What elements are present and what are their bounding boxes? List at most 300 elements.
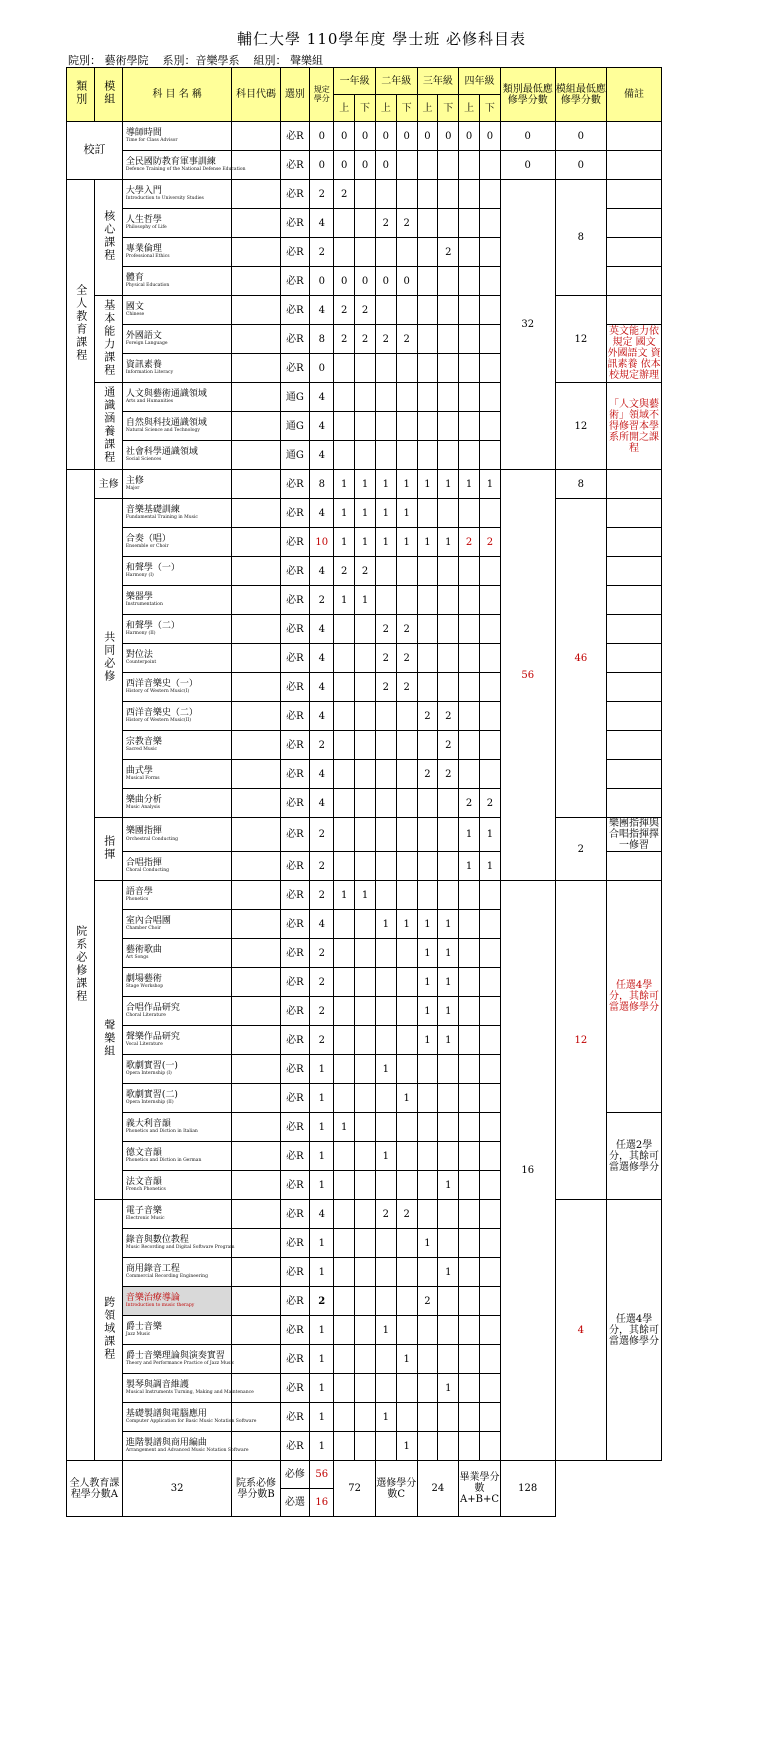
course-name bbox=[122, 122, 232, 151]
course-name bbox=[122, 731, 232, 760]
course-name-en: Chinese bbox=[125, 312, 145, 318]
course-name-en: Jazz Music bbox=[125, 1332, 151, 1338]
course-credits: 2 bbox=[310, 180, 334, 209]
course-type bbox=[280, 499, 310, 528]
course-name bbox=[122, 1403, 257, 1432]
semester-credit bbox=[438, 151, 459, 180]
course-code bbox=[232, 760, 280, 789]
course-name-en: Foreign Language bbox=[125, 341, 168, 347]
course-name-en: Computer Application for Basic Music Notation Software bbox=[125, 1419, 257, 1425]
semester-credit bbox=[396, 1287, 417, 1316]
course-type bbox=[280, 818, 310, 852]
course-code bbox=[232, 557, 280, 586]
course-code bbox=[232, 209, 280, 238]
course-name-en: Orchestral Conducting bbox=[125, 836, 178, 842]
semester-credit bbox=[438, 180, 459, 209]
semester-credit bbox=[480, 1026, 501, 1055]
semester-credit bbox=[438, 1055, 459, 1084]
semester-credit bbox=[438, 881, 459, 910]
semester-credit bbox=[396, 881, 417, 910]
course-name-en: Arrangement and Advanced Music Notation Software bbox=[125, 1448, 249, 1454]
course-name-en: Music Analysis bbox=[125, 805, 160, 811]
remark bbox=[607, 760, 662, 789]
semester-credit bbox=[480, 267, 501, 296]
semester-credit bbox=[459, 209, 480, 238]
course-name-zh: 進階製譜與商用編曲 bbox=[125, 1437, 207, 1448]
course-type bbox=[280, 1287, 310, 1316]
semester-credit bbox=[459, 1258, 480, 1287]
semester-credit bbox=[459, 151, 480, 180]
header-sem-up: 上 bbox=[334, 95, 355, 122]
course-credits: 4 bbox=[310, 702, 334, 731]
course-name bbox=[122, 1200, 232, 1229]
course-type bbox=[280, 1200, 310, 1229]
semester-credit bbox=[334, 615, 355, 644]
course-credits: 2 bbox=[310, 1026, 334, 1055]
summary-label-a: 全人教育課程學分數A bbox=[67, 1461, 123, 1517]
course-type-label: 必R bbox=[286, 1121, 304, 1133]
course-credits: 4 bbox=[310, 296, 334, 325]
semester-credit bbox=[417, 354, 438, 383]
semester-credit bbox=[459, 910, 480, 939]
course-name-zh: 人文與藝術通識領域 bbox=[125, 388, 207, 399]
semester-credit bbox=[355, 789, 376, 818]
course-name bbox=[122, 354, 232, 383]
course-type-label: 必R bbox=[286, 159, 304, 171]
course-credits: 2 bbox=[310, 852, 334, 881]
semester-credit bbox=[334, 1084, 355, 1113]
course-name-en: Time for Class Advisor bbox=[125, 138, 178, 144]
course-credits: 2 bbox=[310, 968, 334, 997]
semester-credit bbox=[355, 673, 376, 702]
semester-credit bbox=[375, 1113, 396, 1142]
semester-credit bbox=[438, 1142, 459, 1171]
course-type-label: 必R bbox=[286, 1034, 304, 1046]
course-credits: 4 bbox=[310, 499, 334, 528]
course-type bbox=[280, 939, 310, 968]
semester-credit bbox=[334, 1142, 355, 1171]
course-code bbox=[232, 383, 280, 412]
semester-credit: 0 bbox=[334, 122, 355, 151]
semester-credit bbox=[355, 1316, 376, 1345]
semester-credit bbox=[480, 1055, 501, 1084]
header-sem-down: 下 bbox=[438, 95, 459, 122]
semester-credit bbox=[459, 296, 480, 325]
remark bbox=[607, 615, 662, 644]
semester-credit: 1 bbox=[355, 881, 376, 910]
semester-credit: 1 bbox=[396, 1084, 417, 1113]
header-sem-down: 下 bbox=[396, 95, 417, 122]
semester-credit bbox=[438, 499, 459, 528]
course-type-label: 必R bbox=[286, 1353, 304, 1365]
summary-b-total: 72 bbox=[334, 1461, 376, 1517]
remark bbox=[607, 557, 662, 586]
semester-credit bbox=[355, 852, 376, 881]
semester-credit: 1 bbox=[334, 1113, 355, 1142]
course-credits: 2 bbox=[310, 1287, 334, 1316]
category-total-dept-a: 56 bbox=[500, 470, 555, 881]
semester-credit: 1 bbox=[438, 528, 459, 557]
course-code bbox=[232, 528, 280, 557]
course-type-label: 必R bbox=[286, 1179, 304, 1191]
remark bbox=[607, 470, 662, 499]
semester-credit: 1 bbox=[396, 528, 417, 557]
course-code bbox=[232, 1403, 280, 1432]
module-basic-label: 基本能力課程 bbox=[102, 298, 116, 377]
table-row bbox=[67, 499, 662, 528]
semester-credit bbox=[334, 238, 355, 267]
course-name bbox=[122, 1345, 235, 1374]
semester-credit bbox=[334, 1171, 355, 1200]
course-code bbox=[232, 1258, 280, 1287]
semester-credit bbox=[438, 789, 459, 818]
course-type bbox=[280, 1374, 310, 1403]
remark bbox=[607, 789, 662, 818]
semester-credit: 1 bbox=[438, 939, 459, 968]
semester-credit bbox=[480, 881, 501, 910]
semester-credit bbox=[355, 1229, 376, 1258]
course-name-en: Fundamental Training in Music bbox=[125, 515, 198, 521]
course-name-en: Harmony (II) bbox=[125, 631, 156, 637]
semester-credit bbox=[417, 383, 438, 412]
semester-credit bbox=[375, 852, 396, 881]
semester-credit bbox=[355, 1258, 376, 1287]
semester-credit bbox=[375, 1026, 396, 1055]
semester-credit: 2 bbox=[375, 644, 396, 673]
semester-credit bbox=[417, 1345, 438, 1374]
course-credits: 4 bbox=[310, 209, 334, 238]
semester-credit bbox=[438, 1200, 459, 1229]
semester-credit bbox=[334, 997, 355, 1026]
semester-credit: 2 bbox=[438, 731, 459, 760]
semester-credit: 1 bbox=[438, 1374, 459, 1403]
course-type bbox=[280, 968, 310, 997]
group-dept bbox=[67, 470, 95, 1461]
semester-credit bbox=[417, 1055, 438, 1084]
course-name bbox=[122, 180, 232, 209]
semester-credit bbox=[396, 939, 417, 968]
module-core bbox=[95, 180, 122, 296]
course-type-label: 必R bbox=[286, 217, 304, 229]
module-total-shared: 46 bbox=[555, 499, 607, 818]
course-name-zh: 宗教音樂 bbox=[125, 736, 162, 747]
course-type bbox=[280, 383, 310, 412]
course-credits: 1 bbox=[310, 1316, 334, 1345]
semester-credit bbox=[396, 1055, 417, 1084]
course-name-en: Electronic Music bbox=[125, 1216, 165, 1222]
semester-credit bbox=[396, 354, 417, 383]
course-code bbox=[232, 1113, 280, 1142]
semester-credit: 1 bbox=[459, 818, 480, 852]
header-sem-up: 上 bbox=[417, 95, 438, 122]
semester-credit: 1 bbox=[355, 499, 376, 528]
semester-credit: 2 bbox=[417, 702, 438, 731]
semester-credit bbox=[334, 354, 355, 383]
course-name-zh: 自然與科技通識領域 bbox=[125, 417, 207, 428]
course-name bbox=[122, 910, 232, 939]
course-name bbox=[122, 1084, 232, 1113]
course-name bbox=[122, 1113, 232, 1142]
semester-credit bbox=[334, 1432, 355, 1461]
semester-credit bbox=[438, 1403, 459, 1432]
course-type bbox=[280, 1026, 310, 1055]
required-courses-table bbox=[66, 67, 662, 1517]
semester-credit bbox=[417, 1432, 438, 1461]
semester-credit bbox=[375, 731, 396, 760]
semester-credit: 0 bbox=[355, 267, 376, 296]
semester-credit: 2 bbox=[375, 325, 396, 354]
summary-required-value: 56 bbox=[310, 1461, 334, 1489]
semester-credit bbox=[355, 615, 376, 644]
course-type-label: 通G bbox=[285, 420, 304, 432]
semester-credit: 0 bbox=[417, 122, 438, 151]
group-dept-label: 院系必修課程 bbox=[74, 924, 88, 1003]
summary-elective-value: 16 bbox=[310, 1489, 334, 1517]
course-name-zh: 音樂基礎訓練 bbox=[125, 504, 180, 515]
semester-credit bbox=[438, 296, 459, 325]
header-sem-up: 上 bbox=[375, 95, 396, 122]
semester-credit bbox=[355, 383, 376, 412]
course-code bbox=[232, 325, 280, 354]
module-vocal-label: 聲樂組 bbox=[102, 1019, 116, 1058]
semester-credit bbox=[334, 1026, 355, 1055]
semester-credit: 2 bbox=[438, 702, 459, 731]
semester-credit bbox=[355, 1403, 376, 1432]
course-code bbox=[232, 673, 280, 702]
semester-credit bbox=[375, 1084, 396, 1113]
semester-credit bbox=[480, 1171, 501, 1200]
semester-credit: 2 bbox=[355, 325, 376, 354]
semester-credit bbox=[459, 586, 480, 615]
semester-credit: 0 bbox=[334, 151, 355, 180]
course-name-en: Introduction to music therapy bbox=[125, 1303, 195, 1309]
module-total-common: 12 bbox=[555, 383, 607, 470]
course-credits: 2 bbox=[310, 997, 334, 1026]
course-name bbox=[122, 997, 232, 1026]
course-credits: 1 bbox=[310, 1229, 334, 1258]
semester-credit bbox=[375, 997, 396, 1026]
category-total-dept-b: 16 bbox=[500, 881, 555, 1461]
semester-credit bbox=[417, 615, 438, 644]
semester-credit: 2 bbox=[375, 1200, 396, 1229]
semester-credit bbox=[417, 644, 438, 673]
semester-credit bbox=[417, 441, 438, 470]
semester-credit bbox=[396, 296, 417, 325]
course-credits: 4 bbox=[310, 789, 334, 818]
semester-credit bbox=[396, 1171, 417, 1200]
course-credits: 2 bbox=[310, 939, 334, 968]
course-type bbox=[280, 557, 310, 586]
semester-credit bbox=[396, 412, 417, 441]
course-code bbox=[232, 1432, 280, 1461]
course-name bbox=[122, 673, 232, 702]
course-name-zh: 歌劇實習(二) bbox=[125, 1089, 178, 1100]
semester-credit bbox=[334, 789, 355, 818]
remark bbox=[607, 209, 662, 238]
course-type-label: 必R bbox=[286, 304, 304, 316]
semester-credit bbox=[355, 760, 376, 789]
course-code bbox=[232, 1026, 280, 1055]
semester-credit bbox=[396, 383, 417, 412]
course-credits: 2 bbox=[310, 238, 334, 267]
course-name-zh: 樂曲分析 bbox=[125, 794, 162, 805]
semester-credit: 1 bbox=[438, 470, 459, 499]
semester-credit bbox=[480, 412, 501, 441]
course-name-zh: 商用錄音工程 bbox=[125, 1263, 180, 1274]
course-name bbox=[122, 267, 232, 296]
course-credits: 1 bbox=[310, 1432, 334, 1461]
semester-credit bbox=[355, 910, 376, 939]
remark bbox=[607, 180, 662, 209]
semester-credit: 1 bbox=[355, 586, 376, 615]
course-type-label: 必R bbox=[286, 478, 304, 490]
header-sem-up: 上 bbox=[459, 95, 480, 122]
course-name-en: Vocal Literature bbox=[125, 1042, 163, 1048]
course-credits: 10 bbox=[310, 528, 334, 557]
semester-credit bbox=[334, 1374, 355, 1403]
semester-credit bbox=[334, 1258, 355, 1287]
course-name bbox=[122, 325, 232, 354]
course-code bbox=[232, 910, 280, 939]
semester-credit: 0 bbox=[438, 122, 459, 151]
course-type bbox=[280, 209, 310, 238]
course-name bbox=[122, 1374, 254, 1403]
semester-credit: 1 bbox=[334, 586, 355, 615]
course-credits: 0 bbox=[310, 122, 334, 151]
semester-credit bbox=[438, 615, 459, 644]
course-name bbox=[122, 1287, 232, 1316]
semester-credit bbox=[334, 1229, 355, 1258]
course-name-zh: 語音學 bbox=[125, 886, 153, 897]
semester-credit bbox=[480, 1345, 501, 1374]
semester-credit bbox=[438, 1345, 459, 1374]
table-row bbox=[67, 122, 662, 151]
semester-credit bbox=[459, 383, 480, 412]
semester-credit bbox=[396, 968, 417, 997]
course-name-zh: 曲式學 bbox=[125, 765, 153, 776]
semester-credit bbox=[459, 267, 480, 296]
semester-credit bbox=[417, 209, 438, 238]
module-major: 主修 bbox=[95, 470, 122, 499]
semester-credit bbox=[334, 910, 355, 939]
course-type bbox=[280, 1403, 310, 1432]
course-name bbox=[122, 238, 232, 267]
course-name bbox=[122, 528, 232, 557]
semester-credit bbox=[355, 1171, 376, 1200]
semester-credit bbox=[375, 1258, 396, 1287]
course-type bbox=[280, 1316, 310, 1345]
course-name-zh: 主修 bbox=[125, 475, 144, 486]
semester-credit bbox=[459, 760, 480, 789]
semester-credit bbox=[417, 818, 438, 852]
course-name bbox=[122, 852, 232, 881]
school-total: 0 bbox=[500, 151, 555, 180]
course-credits: 1 bbox=[310, 1055, 334, 1084]
course-name-zh: 社會科學通識領域 bbox=[125, 446, 198, 457]
course-type-label: 必R bbox=[286, 829, 304, 840]
course-type bbox=[280, 881, 310, 910]
course-type bbox=[280, 1229, 310, 1258]
group-school: 校訂 bbox=[67, 122, 123, 180]
course-credits: 4 bbox=[310, 412, 334, 441]
course-name bbox=[122, 470, 232, 499]
course-credits: 1 bbox=[310, 1084, 334, 1113]
course-name bbox=[122, 760, 232, 789]
course-type-label: 必R bbox=[286, 681, 304, 693]
semester-credit bbox=[480, 997, 501, 1026]
course-type bbox=[280, 731, 310, 760]
semester-credit bbox=[417, 238, 438, 267]
course-type-label: 必R bbox=[286, 275, 304, 287]
course-name bbox=[122, 383, 232, 412]
semester-credit bbox=[396, 238, 417, 267]
semester-credit bbox=[459, 1316, 480, 1345]
course-name-en: Stage Workshop bbox=[125, 984, 164, 990]
semester-credit bbox=[417, 1113, 438, 1142]
course-type-label: 必R bbox=[286, 768, 304, 780]
semester-credit bbox=[355, 180, 376, 209]
remark-vocal-b: 任選2學分，其餘可當選修學分 bbox=[607, 1113, 662, 1200]
course-credits: 2 bbox=[310, 731, 334, 760]
semester-credit bbox=[480, 1374, 501, 1403]
semester-credit: 1 bbox=[375, 499, 396, 528]
course-name-zh: 劇場藝術 bbox=[125, 973, 162, 984]
course-credits: 4 bbox=[310, 760, 334, 789]
semester-credit bbox=[417, 1403, 438, 1432]
course-name bbox=[122, 644, 232, 673]
semester-credit bbox=[438, 1432, 459, 1461]
course-name-en: Philosophy of Life bbox=[125, 225, 167, 231]
module-shared-label: 共同必修 bbox=[102, 630, 116, 683]
semester-credit bbox=[396, 1113, 417, 1142]
semester-credit bbox=[459, 1432, 480, 1461]
semester-credit bbox=[417, 1142, 438, 1171]
semester-credit bbox=[396, 760, 417, 789]
header-year1: 一年級 bbox=[334, 68, 376, 95]
semester-credit bbox=[459, 354, 480, 383]
course-name-en: Sacred Music bbox=[125, 747, 158, 753]
semester-credit: 2 bbox=[396, 673, 417, 702]
group-general bbox=[67, 180, 95, 470]
semester-credit bbox=[480, 354, 501, 383]
remark bbox=[607, 731, 662, 760]
course-name-en: Musical Forms bbox=[125, 776, 160, 782]
semester-credit bbox=[480, 702, 501, 731]
header-year4: 四年級 bbox=[459, 68, 501, 95]
semester-credit: 1 bbox=[375, 1316, 396, 1345]
course-type-label: 必R bbox=[286, 1382, 304, 1394]
semester-credit bbox=[459, 702, 480, 731]
course-credits: 1 bbox=[310, 1113, 334, 1142]
semester-credit bbox=[480, 1229, 501, 1258]
semester-credit bbox=[396, 557, 417, 586]
course-type-label: 必R bbox=[286, 739, 304, 751]
semester-credit bbox=[459, 1142, 480, 1171]
semester-credit bbox=[438, 412, 459, 441]
semester-credit bbox=[480, 151, 501, 180]
course-type-label: 必R bbox=[286, 507, 304, 519]
semester-credit bbox=[334, 702, 355, 731]
semester-credit bbox=[438, 1316, 459, 1345]
semester-credit bbox=[355, 1345, 376, 1374]
module-conducting-label: 指揮 bbox=[102, 834, 116, 861]
module-total-conducting: 2 bbox=[555, 818, 607, 881]
course-type bbox=[280, 615, 310, 644]
course-code bbox=[232, 939, 280, 968]
semester-credit: 2 bbox=[375, 673, 396, 702]
semester-credit bbox=[459, 499, 480, 528]
module-total-major: 8 bbox=[555, 470, 607, 499]
